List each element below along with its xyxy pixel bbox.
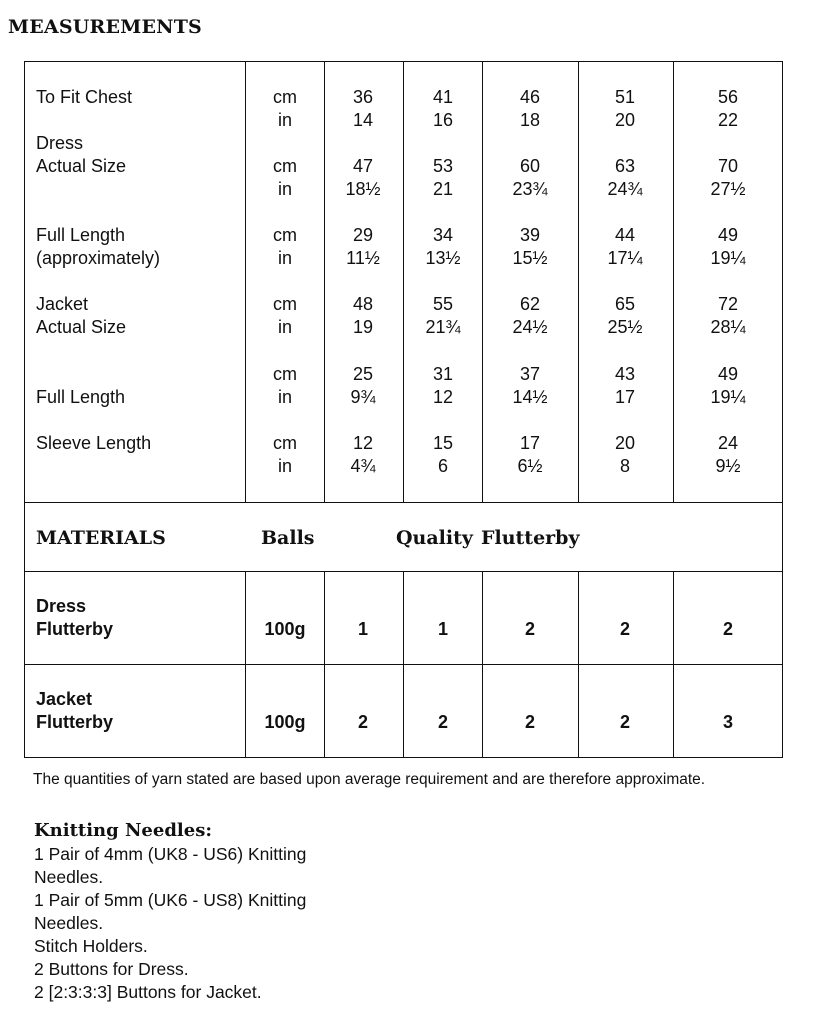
size-value-in: 20 xyxy=(614,110,636,130)
ball-quantity: 1 xyxy=(357,619,368,639)
size-value-in: 6½ xyxy=(517,456,543,476)
material-name: Dress xyxy=(36,596,87,616)
unit-in: in xyxy=(277,179,292,199)
size-value-cm: 24 xyxy=(717,433,739,453)
size-value-in: 22 xyxy=(717,110,739,130)
size-value-in: 17 xyxy=(614,387,636,407)
column-divider xyxy=(673,61,674,502)
size-value-cm: 36 xyxy=(352,87,374,107)
size-value-cm: 72 xyxy=(717,294,739,314)
row-label: Dress xyxy=(36,133,84,153)
ball-quantity: 2 xyxy=(619,619,630,639)
row-label: Sleeve Length xyxy=(36,433,152,453)
needle-item: 2 Buttons for Dress. xyxy=(34,959,189,979)
size-value-cm: 43 xyxy=(614,364,636,384)
materials-heading: MATERIALS xyxy=(36,527,166,549)
ball-quantity: 1 xyxy=(437,619,448,639)
size-value-cm: 25 xyxy=(352,364,374,384)
size-value-in: 18 xyxy=(519,110,541,130)
size-value-cm: 53 xyxy=(432,156,454,176)
size-value-cm: 49 xyxy=(717,225,739,245)
size-value-cm: 37 xyxy=(519,364,541,384)
column-divider xyxy=(673,571,674,758)
material-yarn: Flutterby xyxy=(36,619,114,639)
size-value-cm: 34 xyxy=(432,225,454,245)
row-sublabel: Actual Size xyxy=(36,317,127,337)
row-sublabel: Full Length xyxy=(36,387,126,407)
ball-quantity: 2 xyxy=(619,712,630,732)
size-value-cm: 51 xyxy=(614,87,636,107)
size-value-in: 19¼ xyxy=(710,248,746,268)
divider xyxy=(24,502,783,503)
size-value-cm: 70 xyxy=(717,156,739,176)
size-value-in: 27½ xyxy=(710,179,746,199)
row-label: To Fit Chest xyxy=(36,87,133,107)
size-value-in: 18½ xyxy=(345,179,381,199)
size-value-in: 9¾ xyxy=(350,387,376,407)
size-value-cm: 65 xyxy=(614,294,636,314)
unit-cm: cm xyxy=(273,364,297,384)
size-value-in: 16 xyxy=(432,110,454,130)
yarn-note: The quantities of yarn stated are based upon average requirement and are therefore approximate. xyxy=(33,771,706,788)
material-weight: 100g xyxy=(264,712,306,732)
quality-heading: Quality xyxy=(396,527,473,549)
size-value-in: 21¾ xyxy=(425,317,461,337)
unit-in: in xyxy=(277,110,292,130)
unit-in: in xyxy=(277,387,292,407)
unit-cm: cm xyxy=(273,433,297,453)
size-value-in: 11½ xyxy=(346,248,380,268)
size-value-cm: 56 xyxy=(717,87,739,107)
size-value-cm: 60 xyxy=(519,156,541,176)
needle-item: Needles. xyxy=(34,913,104,933)
size-value-cm: 31 xyxy=(432,364,454,384)
size-value-in: 19¼ xyxy=(710,387,746,407)
size-value-in: 8 xyxy=(619,456,630,476)
size-value-in: 25½ xyxy=(607,317,643,337)
size-value-cm: 39 xyxy=(519,225,541,245)
size-value-in: 15½ xyxy=(512,248,548,268)
size-value-in: 23¾ xyxy=(512,179,548,199)
size-value-in: 19 xyxy=(352,317,374,337)
unit-cm: cm xyxy=(273,294,297,314)
ball-quantity: 2 xyxy=(437,712,448,732)
needle-item: 1 Pair of 4mm (UK8 - US6) Knitting xyxy=(34,844,307,864)
ball-quantity: 2 xyxy=(524,712,535,732)
size-value-cm: 55 xyxy=(432,294,454,314)
size-value-in: 24½ xyxy=(512,317,548,337)
size-value-cm: 47 xyxy=(352,156,374,176)
size-value-cm: 48 xyxy=(352,294,374,314)
ball-quantity: 2 xyxy=(357,712,368,732)
size-value-in: 24¾ xyxy=(607,179,643,199)
needle-item: Stitch Holders. xyxy=(34,936,148,956)
balls-heading: Balls xyxy=(261,527,315,549)
size-value-cm: 20 xyxy=(614,433,636,453)
column-divider xyxy=(578,61,579,502)
size-value-in: 14 xyxy=(352,110,374,130)
size-value-cm: 15 xyxy=(432,433,454,453)
row-label: Jacket xyxy=(36,294,89,314)
unit-in: in xyxy=(277,248,292,268)
unit-cm: cm xyxy=(273,87,297,107)
ball-quantity: 2 xyxy=(524,619,535,639)
needle-item: Needles. xyxy=(34,867,104,887)
size-value-cm: 41 xyxy=(432,87,454,107)
size-value-in: 14½ xyxy=(512,387,548,407)
material-name: Jacket xyxy=(36,689,93,709)
size-value-cm: 46 xyxy=(519,87,541,107)
size-value-cm: 62 xyxy=(519,294,541,314)
size-value-in: 17¼ xyxy=(607,248,643,268)
size-value-in: 28¼ xyxy=(710,317,746,337)
material-weight: 100g xyxy=(264,619,306,639)
unit-cm: cm xyxy=(273,156,297,176)
row-label: Full Length xyxy=(36,225,126,245)
quality-name: Flutterby xyxy=(481,527,580,549)
size-value-in: 9½ xyxy=(715,456,741,476)
size-value-cm: 29 xyxy=(352,225,374,245)
unit-in: in xyxy=(277,456,292,476)
ball-quantity: 3 xyxy=(722,712,733,732)
needles-heading: Knitting Needles: xyxy=(34,820,212,841)
unit-in: in xyxy=(277,317,292,337)
size-value-in: 12 xyxy=(432,387,454,407)
size-value-cm: 17 xyxy=(519,433,541,453)
size-value-in: 21 xyxy=(432,179,454,199)
size-value-cm: 63 xyxy=(614,156,636,176)
unit-cm: cm xyxy=(273,225,297,245)
needle-item: 2 [2:3:3:3] Buttons for Jacket. xyxy=(34,982,262,1002)
size-value-cm: 12 xyxy=(352,433,374,453)
size-value-in: 6 xyxy=(437,456,448,476)
size-value-in: 13½ xyxy=(425,248,461,268)
size-value-cm: 44 xyxy=(614,225,636,245)
column-divider xyxy=(578,571,579,758)
page-title: MEASUREMENTS xyxy=(8,16,202,38)
row-sublabel: (approximately) xyxy=(36,248,161,268)
size-value-in: 4¾ xyxy=(350,456,376,476)
row-sublabel: Actual Size xyxy=(36,156,127,176)
needle-item: 1 Pair of 5mm (UK6 - US8) Knitting xyxy=(34,890,307,910)
material-yarn: Flutterby xyxy=(36,712,114,732)
ball-quantity: 2 xyxy=(722,619,733,639)
size-value-cm: 49 xyxy=(717,364,739,384)
